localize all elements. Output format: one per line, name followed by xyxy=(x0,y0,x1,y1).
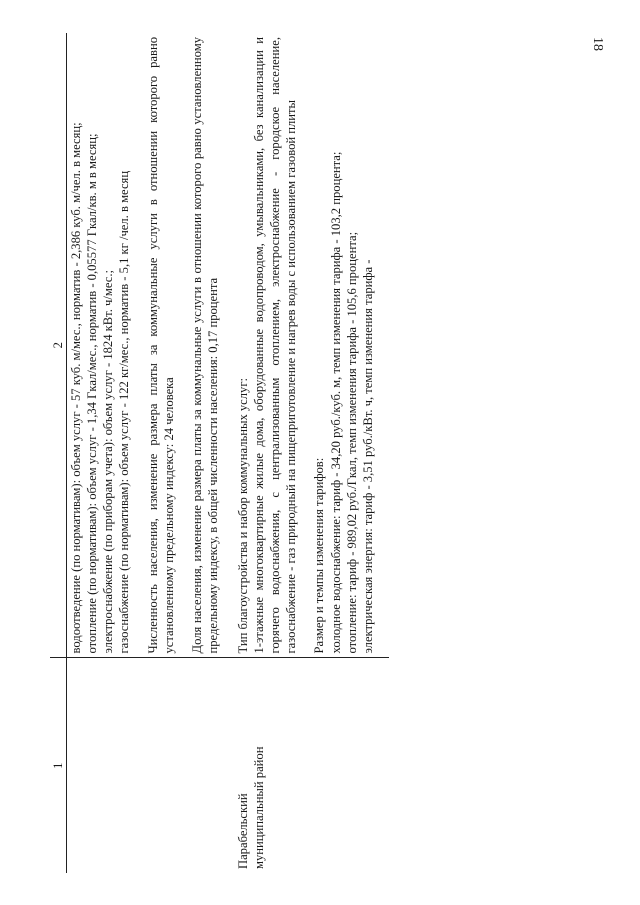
table-header-row xyxy=(50,33,67,873)
page-number: 18 xyxy=(590,37,605,51)
tariff-item: электрическая энергия: тариф - 3,51 руб./кВт. ч, темп изменения тарифа - xyxy=(360,259,375,654)
table-row xyxy=(234,33,389,873)
row-b-municipality xyxy=(234,658,389,873)
rotated-table-container xyxy=(50,33,570,873)
population-count: Численность населения, изменение размера платы за коммунальные услуги в отношении которого равно установленному предельному индексу: 24 человека xyxy=(145,37,176,654)
tariffs-title: Размер и темпы изменения тарифов: xyxy=(312,457,327,654)
service-item: электроснабжение (по приборам учета): объем услуг - 1824 кВт. ч/мес.; xyxy=(101,270,116,654)
improvement-text: 1-этажные многоквартирные жилые дома, оборудованные водопроводом, умывальниками, без канализации и горячего водоснабжения, с централизованным отоплением, электроснабжение - городское население, газоснабжение - газ природный на пищеприготовление и нагрев воды с использованием газовой плиты xyxy=(252,37,299,654)
tariff-item: холодное водоснабжение: тариф - 34,20 руб./куб. м, темп изменения тарифа - 103,2 процента; xyxy=(328,151,343,654)
services-list xyxy=(68,37,132,654)
row-a-details xyxy=(67,33,234,658)
tariff-table xyxy=(50,33,389,873)
service-item: водоотведение (по нормативам): объем услуг - 57 куб. м/мес., норматив - 2,386 куб. м/чел. в месяц; xyxy=(69,122,84,654)
service-item: отопление (по нормативам): объем услуг - 1,34 Гкал/мес., норматив - 0,05577 Гкал/кв. м в месяц; xyxy=(85,133,100,654)
row-b-details xyxy=(234,33,389,658)
header-col-1: 1 xyxy=(50,658,67,873)
table-row xyxy=(67,33,234,873)
population-share: Доля населения, изменение размера платы за коммунальные услуги в отношении которого равно установленному предельному индексу, в общей численности населения: 0,17 процента xyxy=(189,37,220,654)
municipality-name: Парабельский муниципальный район xyxy=(235,746,267,869)
improvement-title: Тип благоустройства и набор коммунальных услуг: xyxy=(235,377,250,654)
tariff-item: отопление: тариф - 989,02 руб./Гкал, темп изменения тарифа - 105,6 процента; xyxy=(344,231,359,654)
service-item: газоснабжение (по нормативам): объем услуг - 122 кг/мес., норматив - 5,1 кг /чел. в месяц xyxy=(117,170,132,654)
header-col-2: 2 xyxy=(50,33,67,658)
row-a-municipality xyxy=(67,658,234,873)
